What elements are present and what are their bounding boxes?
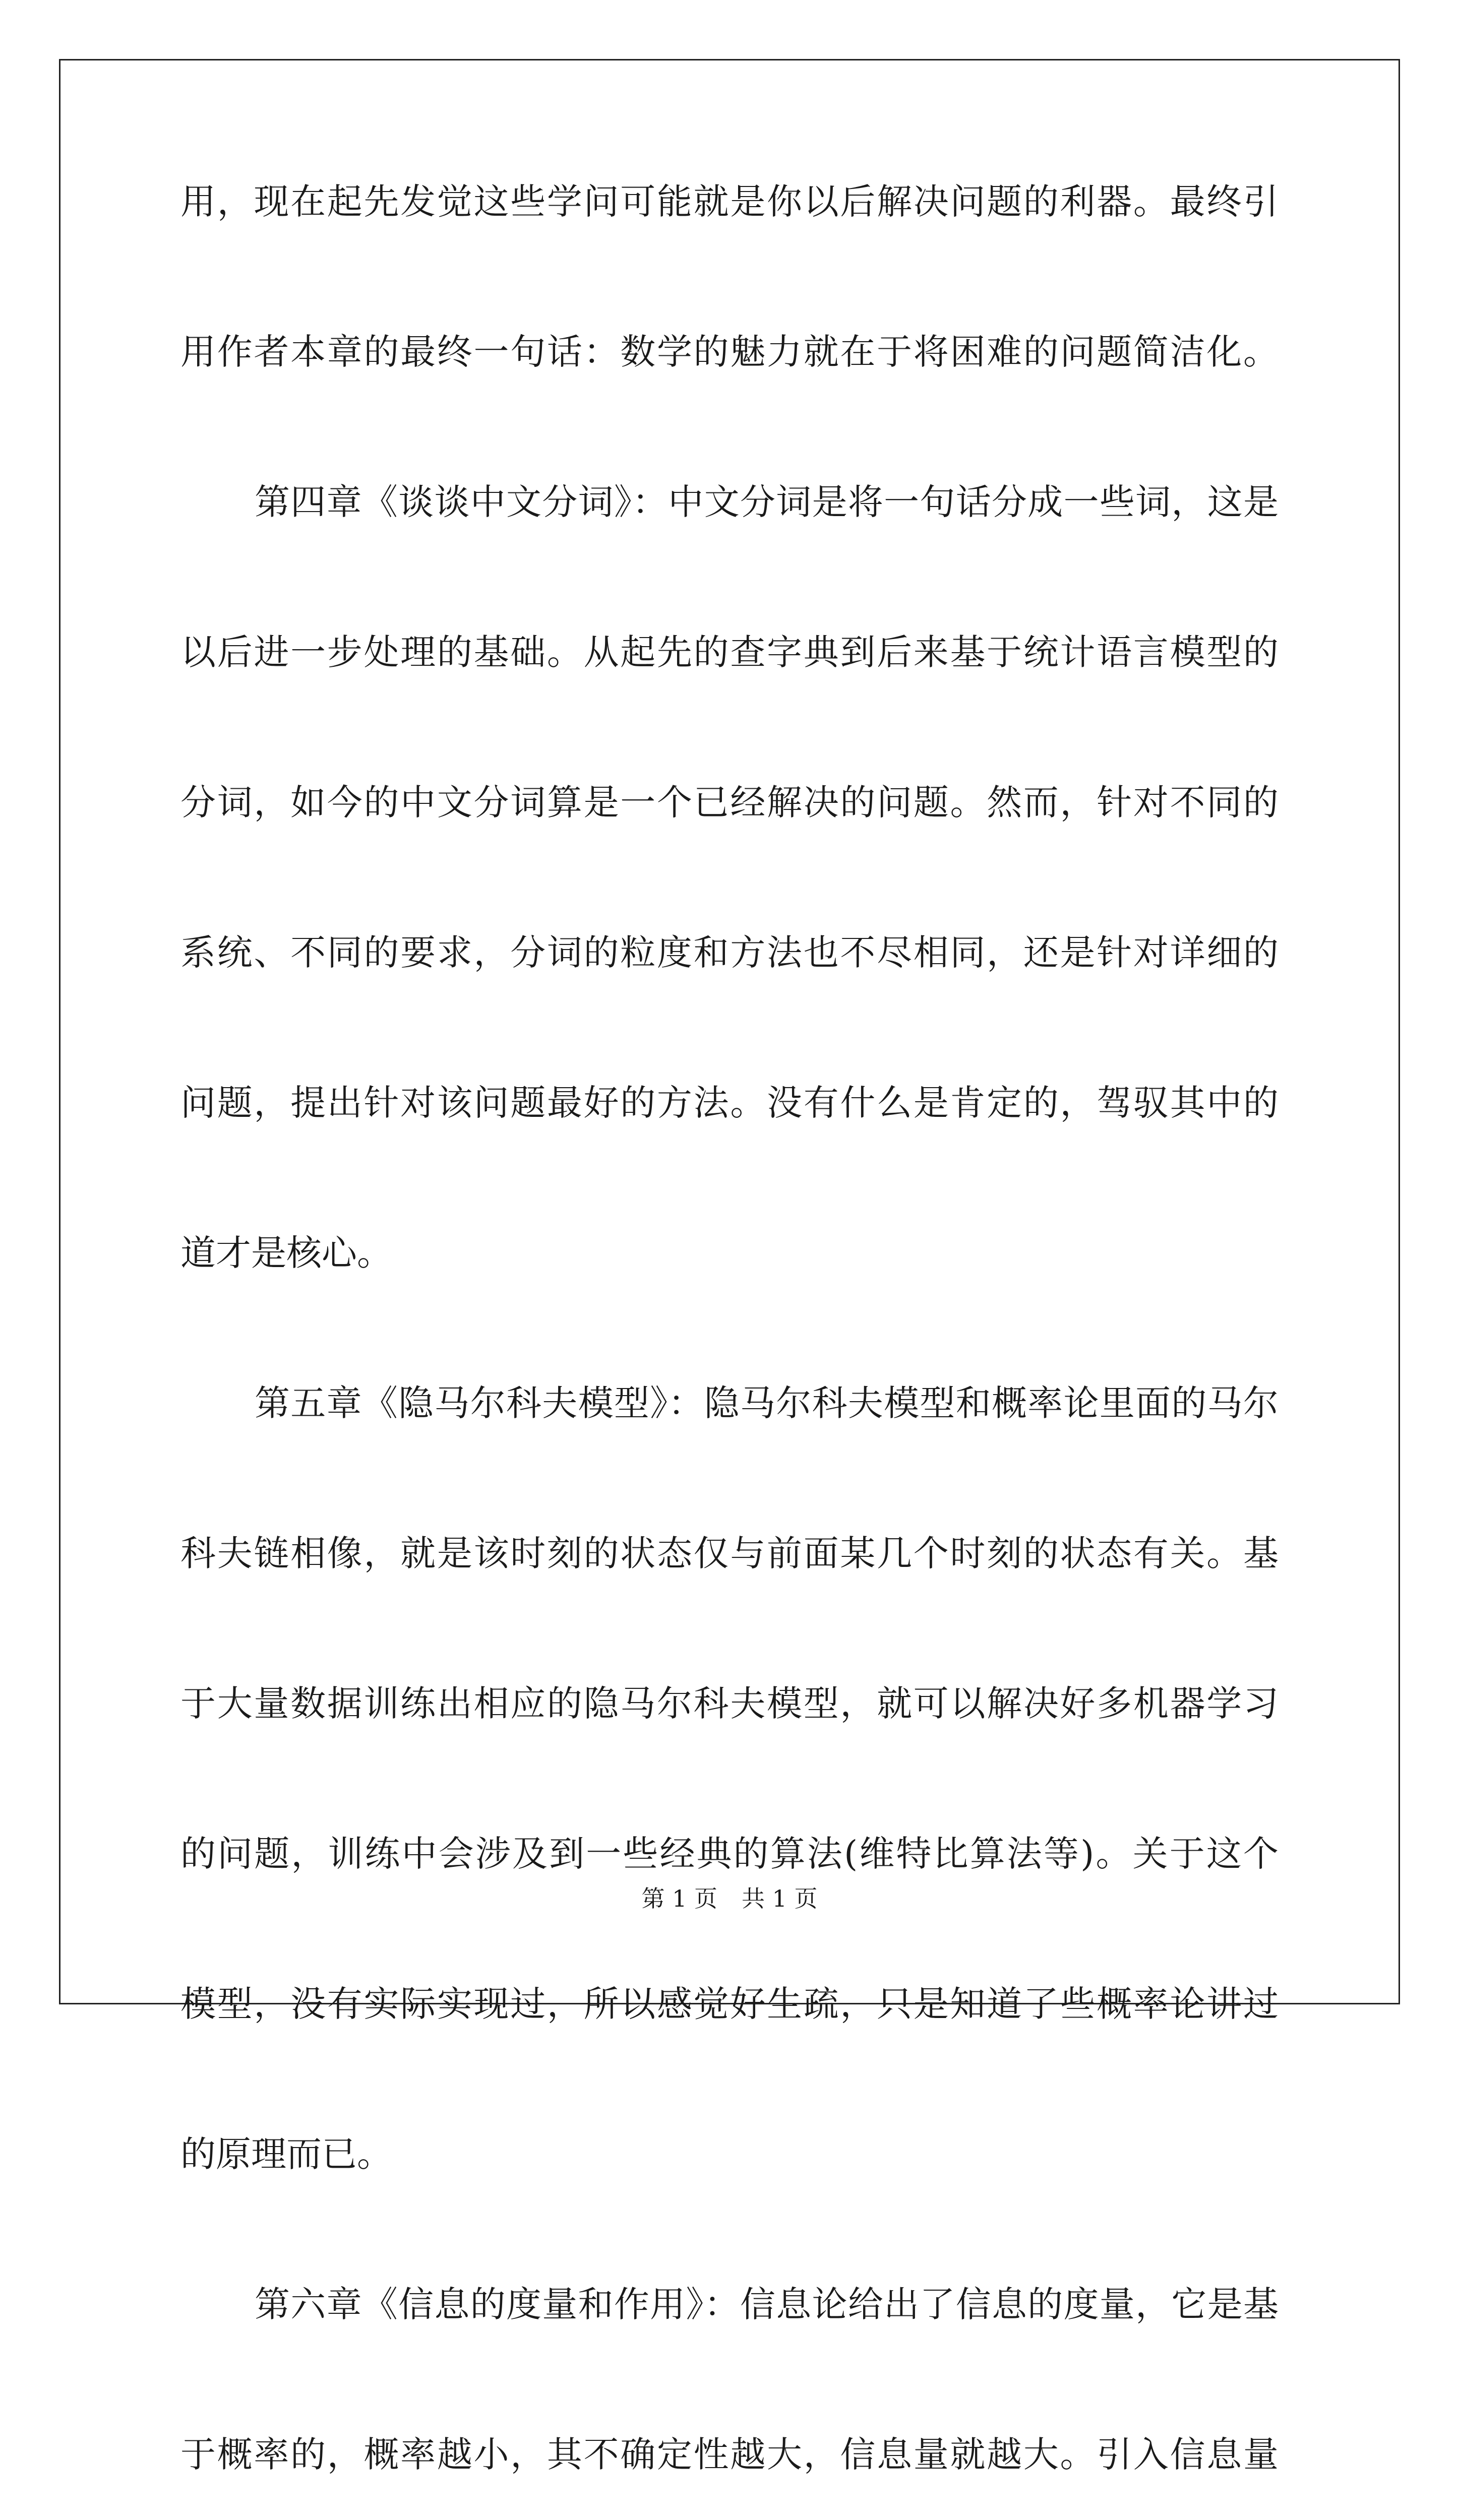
paragraph-chapter-6-start: 第六章《信息的度量和作用》：信息论给出了信息的度量，它是基 bbox=[255, 2284, 1279, 2325]
text-line: 的问题，训练中会涉及到一些经典的算法(维特比算法等)。关于这个 bbox=[180, 1833, 1279, 1874]
text-line: 问题，提出针对该问题最好的方法。没有什么是肯定的，驾驭其中的 bbox=[180, 1082, 1279, 1123]
text-line: 用，现在起先发觉这些学问可能就是你以后解决问题的利器。最终引 bbox=[180, 181, 1279, 222]
paragraph-chapter-4-start: 第四章《谈谈中文分词》：中文分词是将一句话分成一些词，这是 bbox=[255, 481, 1279, 523]
text-line: 以后进一步处理的基础。从起先的查字典到后来基于统计语言模型的 bbox=[180, 632, 1279, 673]
page-number: 第 1 页 bbox=[641, 1885, 717, 1912]
text-line: 于概率的，概率越小，其不确定性越大，信息量就越大。引入信息量 bbox=[180, 2434, 1279, 2475]
text-line: 科夫链相像，就是该时刻的状态仅与前面某几个时刻的状态有关。基 bbox=[180, 1533, 1279, 1574]
text-line: 道才是核心。 bbox=[180, 1232, 392, 1274]
text-line: 系统、不同的要求，分词的粒度和方法也不尽相同，还是针对详细的 bbox=[180, 932, 1279, 973]
paragraph-chapter-5-start: 第五章《隐马尔科夫模型》：隐马尔科夫模型和概率论里面的马尔 bbox=[255, 1382, 1279, 1424]
page-footer bbox=[0, 1884, 1459, 1913]
text-line: 分词，如今的中文分词算是一个已经解决的问题。然而，针对不同的 bbox=[180, 782, 1279, 823]
text-line: 用作者本章的最终一句话：数学的魅力就在于将困难的问题简洁化。 bbox=[180, 331, 1279, 372]
page-total: 共 1 页 bbox=[742, 1885, 818, 1912]
document-body bbox=[180, 177, 1279, 2520]
text-line: 模型，没有实际实现过，所以感觉好生疏，只是知道了些概率论讲过 bbox=[180, 1983, 1279, 2025]
text-line: 的原理而已。 bbox=[180, 2133, 392, 2175]
text-line: 于大量数据训练出相应的隐马尔科夫模型，就可以解决好多机器学习 bbox=[180, 1683, 1279, 1724]
